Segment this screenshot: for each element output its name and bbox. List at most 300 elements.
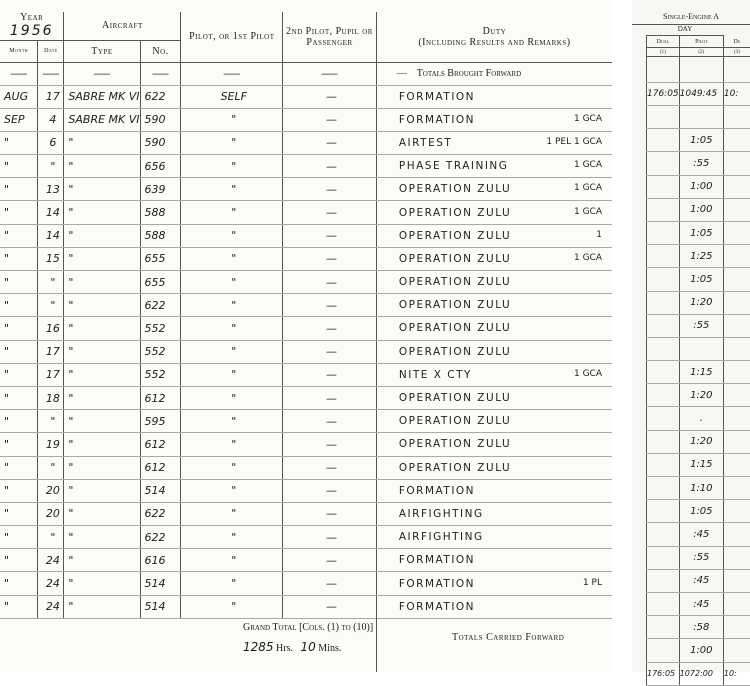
duty-cell xyxy=(376,178,612,201)
dual-time-cell xyxy=(647,337,680,360)
pilot-cell: " xyxy=(181,155,283,178)
aircraft-type-cell: " xyxy=(64,201,140,224)
bf-dash-no: — xyxy=(140,62,181,85)
second-pilot-cell: — xyxy=(283,363,377,386)
next-col-cell xyxy=(723,198,750,221)
dual-time-cell xyxy=(647,546,680,569)
date-cell: 24 xyxy=(38,549,64,572)
duty-cell xyxy=(376,386,612,409)
du-header: Du xyxy=(723,36,750,48)
duty-cell xyxy=(376,479,612,502)
second-pilot-cell: — xyxy=(283,294,377,317)
date-cell: 16 xyxy=(38,317,64,340)
second-pilot-cell: — xyxy=(283,572,377,595)
next-col-cell xyxy=(723,477,750,500)
next-col-cell xyxy=(723,569,750,592)
bf-dash-second: — xyxy=(283,62,377,85)
month-cell: " xyxy=(0,317,38,340)
second-pilot-cell: — xyxy=(283,386,377,409)
second-pilot-cell: — xyxy=(283,108,377,131)
second-pilot-cell: — xyxy=(283,410,377,433)
table-row xyxy=(0,271,612,294)
pilot-cell: " xyxy=(181,526,283,549)
duty-cell xyxy=(376,549,612,572)
totals-carried-forward-label: Totals Carried Forward xyxy=(452,632,564,643)
table-row xyxy=(0,294,612,317)
duty-text: AIRFIGHTING xyxy=(399,531,484,543)
duty-remark: 1 PEL 1 GCA xyxy=(546,137,612,147)
aircraft-no-cell: 616 xyxy=(140,549,181,572)
next-col-cell xyxy=(723,592,750,615)
next-col-cell xyxy=(723,500,750,523)
table-row xyxy=(0,340,612,363)
col3-label: (3) xyxy=(723,48,750,57)
date-cell: " xyxy=(38,526,64,549)
aircraft-no-cell: 595 xyxy=(140,410,181,433)
single-engine-title: Single-Engine A xyxy=(632,12,750,25)
aircraft-no-cell: 655 xyxy=(140,271,181,294)
pilot-cell: " xyxy=(181,340,283,363)
aircraft-no-cell: 655 xyxy=(140,247,181,270)
aircraft-no-cell: 514 xyxy=(140,479,181,502)
second-pilot-header: 2nd Pilot, Pupil or Passenger xyxy=(283,12,377,62)
pilot-time-cell: 1:20 xyxy=(679,291,723,314)
table-row xyxy=(0,108,612,131)
aircraft-type-cell: " xyxy=(64,572,140,595)
second-pilot-cell: — xyxy=(283,526,377,549)
second-pilot-cell: — xyxy=(283,155,377,178)
next-col-cell xyxy=(723,523,750,546)
pilot-time-cell: :55 xyxy=(679,546,723,569)
dual-time-cell xyxy=(647,407,680,430)
hrs-label: Hrs. xyxy=(276,643,293,654)
duty-cell xyxy=(376,572,612,595)
duty-text: FORMATION xyxy=(399,554,475,566)
duty-remark: 1 GCA xyxy=(574,369,612,379)
duty-remark: 1 xyxy=(596,230,612,240)
duty-text: OPERATION ZULU xyxy=(399,253,511,265)
pilot-cell: " xyxy=(181,131,283,154)
duty-cell xyxy=(376,456,612,479)
right-page-table xyxy=(646,36,750,686)
next-col-cell xyxy=(723,291,750,314)
time-row xyxy=(647,361,750,384)
date-cell: 20 xyxy=(38,502,64,525)
date-cell: 14 xyxy=(38,201,64,224)
day-header: DAY xyxy=(646,25,724,36)
duty-text: NITE X CTY xyxy=(399,369,472,381)
aircraft-no-cell: 656 xyxy=(140,155,181,178)
pilot-cell: " xyxy=(181,386,283,409)
duty-text: OPERATION ZULU xyxy=(399,299,511,311)
pilot-time-cell: :45 xyxy=(679,569,723,592)
next-col-cell xyxy=(723,175,750,198)
grand-total-mins: 10 xyxy=(301,640,316,654)
aircraft-type-cell: " xyxy=(64,595,140,618)
table-row xyxy=(0,386,612,409)
table-row xyxy=(0,224,612,247)
aircraft-no-cell: 590 xyxy=(140,108,181,131)
next-col-cell xyxy=(723,106,750,129)
date-cell: " xyxy=(38,294,64,317)
dual-time-cell xyxy=(647,430,680,453)
second-pilot-cell: — xyxy=(283,456,377,479)
pilot-cell: " xyxy=(181,271,283,294)
month-cell: " xyxy=(0,247,38,270)
date-cell: 17 xyxy=(38,85,64,108)
pilot-cell: " xyxy=(181,108,283,131)
pilot-cell: " xyxy=(181,572,283,595)
table-row xyxy=(0,572,612,595)
month-cell: " xyxy=(0,201,38,224)
table-row xyxy=(0,549,612,572)
table-row xyxy=(0,433,612,456)
time-row xyxy=(647,221,750,244)
logbook-table xyxy=(0,12,612,619)
time-row xyxy=(647,639,750,662)
duty-text: AIRTEST xyxy=(399,137,452,149)
duty-cell xyxy=(376,433,612,456)
pilot-cell: " xyxy=(181,201,283,224)
date-cell: 24 xyxy=(38,572,64,595)
pilot-cell: " xyxy=(181,317,283,340)
duty-remark: 1 GCA xyxy=(574,160,612,170)
duty-text: OPERATION ZULU xyxy=(399,207,511,219)
pilot-time-cell: :55 xyxy=(679,314,723,337)
month-cell: " xyxy=(0,340,38,363)
month-cell: " xyxy=(0,224,38,247)
date-cell: 4 xyxy=(38,108,64,131)
year-header: Year 1956 xyxy=(0,12,64,40)
month-cell: " xyxy=(0,549,38,572)
table-row xyxy=(0,201,612,224)
duty-cell xyxy=(376,271,612,294)
second-pilot-cell: — xyxy=(283,549,377,572)
right-time-rows xyxy=(647,106,750,663)
dual-time-cell xyxy=(647,129,680,152)
duty-cell xyxy=(376,317,612,340)
second-pilot-cell: — xyxy=(283,224,377,247)
time-row xyxy=(647,523,750,546)
bf-next-value: 10: xyxy=(723,83,750,106)
no-header: No. xyxy=(140,40,181,62)
time-row xyxy=(647,569,750,592)
time-row xyxy=(647,546,750,569)
next-col-cell xyxy=(723,337,750,360)
aircraft-no-cell: 622 xyxy=(140,85,181,108)
duty-cell xyxy=(376,155,612,178)
aircraft-no-cell: 552 xyxy=(140,340,181,363)
aircraft-type-cell: " xyxy=(64,247,140,270)
pilot-cell: " xyxy=(181,456,283,479)
pilot-time-cell: 1:15 xyxy=(679,453,723,476)
month-cell: " xyxy=(0,456,38,479)
aircraft-no-cell: 552 xyxy=(140,363,181,386)
aircraft-type-cell: " xyxy=(64,526,140,549)
second-pilot-cell: — xyxy=(283,340,377,363)
month-cell: SEP xyxy=(0,108,38,131)
month-cell: " xyxy=(0,410,38,433)
month-cell: " xyxy=(0,572,38,595)
date-cell: 20 xyxy=(38,479,64,502)
cf-next-value: 10: xyxy=(723,662,750,685)
date-cell: " xyxy=(38,271,64,294)
dual-header: Dual xyxy=(647,36,680,48)
pilot-time-cell: 1:05 xyxy=(679,500,723,523)
aircraft-no-cell: 612 xyxy=(140,456,181,479)
aircraft-type-cell: " xyxy=(64,363,140,386)
month-cell: " xyxy=(0,595,38,618)
duty-text: OPERATION ZULU xyxy=(399,276,511,288)
pilot-cell: " xyxy=(181,595,283,618)
dual-time-cell xyxy=(647,221,680,244)
duty-cell xyxy=(376,410,612,433)
duty-cell xyxy=(376,363,612,386)
date-cell: 17 xyxy=(38,340,64,363)
next-col-cell xyxy=(723,129,750,152)
aircraft-no-cell: 588 xyxy=(140,224,181,247)
pilot-cell: " xyxy=(181,247,283,270)
duty-text: FORMATION xyxy=(399,601,475,613)
duty-text: OPERATION ZULU xyxy=(399,462,511,474)
pilot-time-cell: . xyxy=(679,407,723,430)
second-pilot-cell: — xyxy=(283,131,377,154)
aircraft-type-cell: " xyxy=(64,131,140,154)
aircraft-no-cell: 514 xyxy=(140,595,181,618)
aircraft-type-cell: " xyxy=(64,178,140,201)
date-cell: " xyxy=(38,456,64,479)
month-cell: " xyxy=(0,502,38,525)
duty-remark: 1 GCA xyxy=(574,114,612,124)
pilot-time-cell: 1:25 xyxy=(679,245,723,268)
duty-text: OPERATION ZULU xyxy=(399,438,511,450)
time-row xyxy=(647,384,750,407)
duty-text: PHASE TRAINING xyxy=(399,160,509,172)
table-row xyxy=(0,595,612,618)
grand-total-hours: 1285 xyxy=(243,640,274,654)
type-header: Type xyxy=(64,40,140,62)
pilot-time-cell: 1:20 xyxy=(679,430,723,453)
bf-dual-value: 176:05 xyxy=(647,83,680,106)
duty-cell xyxy=(376,595,612,618)
time-row xyxy=(647,245,750,268)
aircraft-type-cell: " xyxy=(64,479,140,502)
pilot-cell: " xyxy=(181,479,283,502)
cf-dual-value: 176:05 xyxy=(647,662,680,685)
pilot-time-cell: 1:00 xyxy=(679,198,723,221)
duty-text: OPERATION ZULU xyxy=(399,230,511,242)
duty-cell xyxy=(376,131,612,154)
dual-time-cell xyxy=(647,569,680,592)
pilot-cell: " xyxy=(181,363,283,386)
month-cell: " xyxy=(0,479,38,502)
table-row xyxy=(0,155,612,178)
aircraft-no-cell: 612 xyxy=(140,386,181,409)
next-col-cell xyxy=(723,639,750,662)
date-cell: 19 xyxy=(38,433,64,456)
table-row xyxy=(0,479,612,502)
second-pilot-cell: — xyxy=(283,178,377,201)
second-pilot-cell: — xyxy=(283,433,377,456)
cf-pilot-value: 1072:00 xyxy=(679,662,723,685)
aircraft-type-cell: " xyxy=(64,317,140,340)
grand-total-label: Grand Total [Cols. (1) to (10)] xyxy=(243,622,373,633)
pilot-time-cell: :58 xyxy=(679,616,723,639)
month-cell: " xyxy=(0,178,38,201)
pilot-time-cell xyxy=(679,337,723,360)
dual-time-cell xyxy=(647,106,680,129)
time-row xyxy=(647,337,750,360)
time-row xyxy=(647,291,750,314)
pilot-cell: " xyxy=(181,294,283,317)
month-cell: " xyxy=(0,433,38,456)
month-cell: " xyxy=(0,131,38,154)
dual-time-cell xyxy=(647,500,680,523)
duty-text: FORMATION xyxy=(399,91,475,103)
duty-text: AIRFIGHTING xyxy=(399,508,484,520)
date-header: Date xyxy=(38,40,64,62)
date-cell: 14 xyxy=(38,224,64,247)
dual-time-cell xyxy=(647,477,680,500)
pilot-cell: " xyxy=(181,178,283,201)
pilot-time-cell: 1:00 xyxy=(679,175,723,198)
table-row xyxy=(0,363,612,386)
time-row xyxy=(647,407,750,430)
footer-divider xyxy=(376,618,377,672)
month-cell: " xyxy=(0,526,38,549)
next-col-cell xyxy=(723,453,750,476)
pilot-time-cell: 1:15 xyxy=(679,361,723,384)
duty-cell xyxy=(376,108,612,131)
col2-label: (2) xyxy=(679,48,723,57)
pilot-cell: " xyxy=(181,410,283,433)
time-row xyxy=(647,314,750,337)
time-row xyxy=(647,175,750,198)
aircraft-type-cell: " xyxy=(64,271,140,294)
next-col-cell xyxy=(723,546,750,569)
col1-label: (1) xyxy=(647,48,680,57)
duty-text: OPERATION ZULU xyxy=(399,415,511,427)
aircraft-type-cell: " xyxy=(64,340,140,363)
second-pilot-cell: — xyxy=(283,201,377,224)
next-col-cell xyxy=(723,384,750,407)
next-col-cell xyxy=(723,616,750,639)
next-col-cell xyxy=(723,152,750,175)
aircraft-type-cell: " xyxy=(64,294,140,317)
duty-cell xyxy=(376,294,612,317)
dual-time-cell xyxy=(647,523,680,546)
month-cell: " xyxy=(0,363,38,386)
pilot-time-cell xyxy=(679,106,723,129)
pilot-time-cell: 1:10 xyxy=(679,477,723,500)
pilot-cell: " xyxy=(181,549,283,572)
time-row xyxy=(647,477,750,500)
duty-cell xyxy=(376,247,612,270)
table-row xyxy=(0,85,612,108)
date-cell: " xyxy=(38,155,64,178)
aircraft-type-cell: " xyxy=(64,155,140,178)
table-row xyxy=(0,526,612,549)
time-row xyxy=(647,592,750,615)
dual-time-cell xyxy=(647,245,680,268)
next-col-cell xyxy=(723,245,750,268)
table-row xyxy=(0,317,612,340)
footer xyxy=(0,618,612,672)
duty-cell xyxy=(376,224,612,247)
next-col-cell xyxy=(723,407,750,430)
pilot-time-cell: 1:05 xyxy=(679,221,723,244)
table-row xyxy=(0,131,612,154)
dual-time-cell xyxy=(647,616,680,639)
aircraft-type-cell: " xyxy=(64,456,140,479)
next-col-cell xyxy=(723,221,750,244)
bf-dash-month: — xyxy=(0,62,38,85)
duty-cell xyxy=(376,502,612,525)
dual-time-cell xyxy=(647,268,680,291)
time-row xyxy=(647,198,750,221)
duty-remark: 1 PL xyxy=(583,578,612,588)
duty-remark: 1 GCA xyxy=(574,207,612,217)
next-col-cell xyxy=(723,361,750,384)
duty-text: OPERATION ZULU xyxy=(399,183,511,195)
month-cell: " xyxy=(0,271,38,294)
next-col-cell xyxy=(723,268,750,291)
aircraft-no-cell: 622 xyxy=(140,502,181,525)
month-cell: " xyxy=(0,155,38,178)
date-cell: 13 xyxy=(38,178,64,201)
entry-rows xyxy=(0,85,612,618)
duty-cell xyxy=(376,85,612,108)
totals-brought-forward: — Totals Brought Forward xyxy=(376,62,612,85)
time-row xyxy=(647,430,750,453)
month-cell: " xyxy=(0,386,38,409)
aircraft-type-cell: SABRE MK VI xyxy=(64,108,140,131)
pilot-col-header: Pilot xyxy=(679,36,723,48)
dual-time-cell xyxy=(647,152,680,175)
aircraft-type-cell: " xyxy=(64,433,140,456)
bf-dash-type: — xyxy=(64,62,140,85)
date-cell: 18 xyxy=(38,386,64,409)
time-row xyxy=(647,268,750,291)
aircraft-no-cell: 590 xyxy=(140,131,181,154)
dual-time-cell xyxy=(647,198,680,221)
aircraft-type-cell: " xyxy=(64,224,140,247)
dual-time-cell xyxy=(647,639,680,662)
time-row xyxy=(647,500,750,523)
table-row xyxy=(0,410,612,433)
month-cell: " xyxy=(0,294,38,317)
date-cell: 17 xyxy=(38,363,64,386)
aircraft-no-cell: 622 xyxy=(140,526,181,549)
duty-text: FORMATION xyxy=(399,578,475,590)
aircraft-no-cell: 588 xyxy=(140,201,181,224)
logbook-right-page xyxy=(632,0,750,672)
time-row xyxy=(647,616,750,639)
duty-text: OPERATION ZULU xyxy=(399,346,511,358)
bf-pilot xyxy=(679,57,723,83)
pilot-time-cell: :45 xyxy=(679,592,723,615)
bf-pilot-value: 1049:45 xyxy=(679,83,723,106)
dual-time-cell xyxy=(647,384,680,407)
date-cell: " xyxy=(38,410,64,433)
dual-time-cell xyxy=(647,314,680,337)
time-row xyxy=(647,453,750,476)
second-pilot-cell: — xyxy=(283,479,377,502)
date-cell: 6 xyxy=(38,131,64,154)
table-row xyxy=(0,247,612,270)
pilot-cell: " xyxy=(181,224,283,247)
aircraft-type-cell: SABRE MK VI xyxy=(64,85,140,108)
